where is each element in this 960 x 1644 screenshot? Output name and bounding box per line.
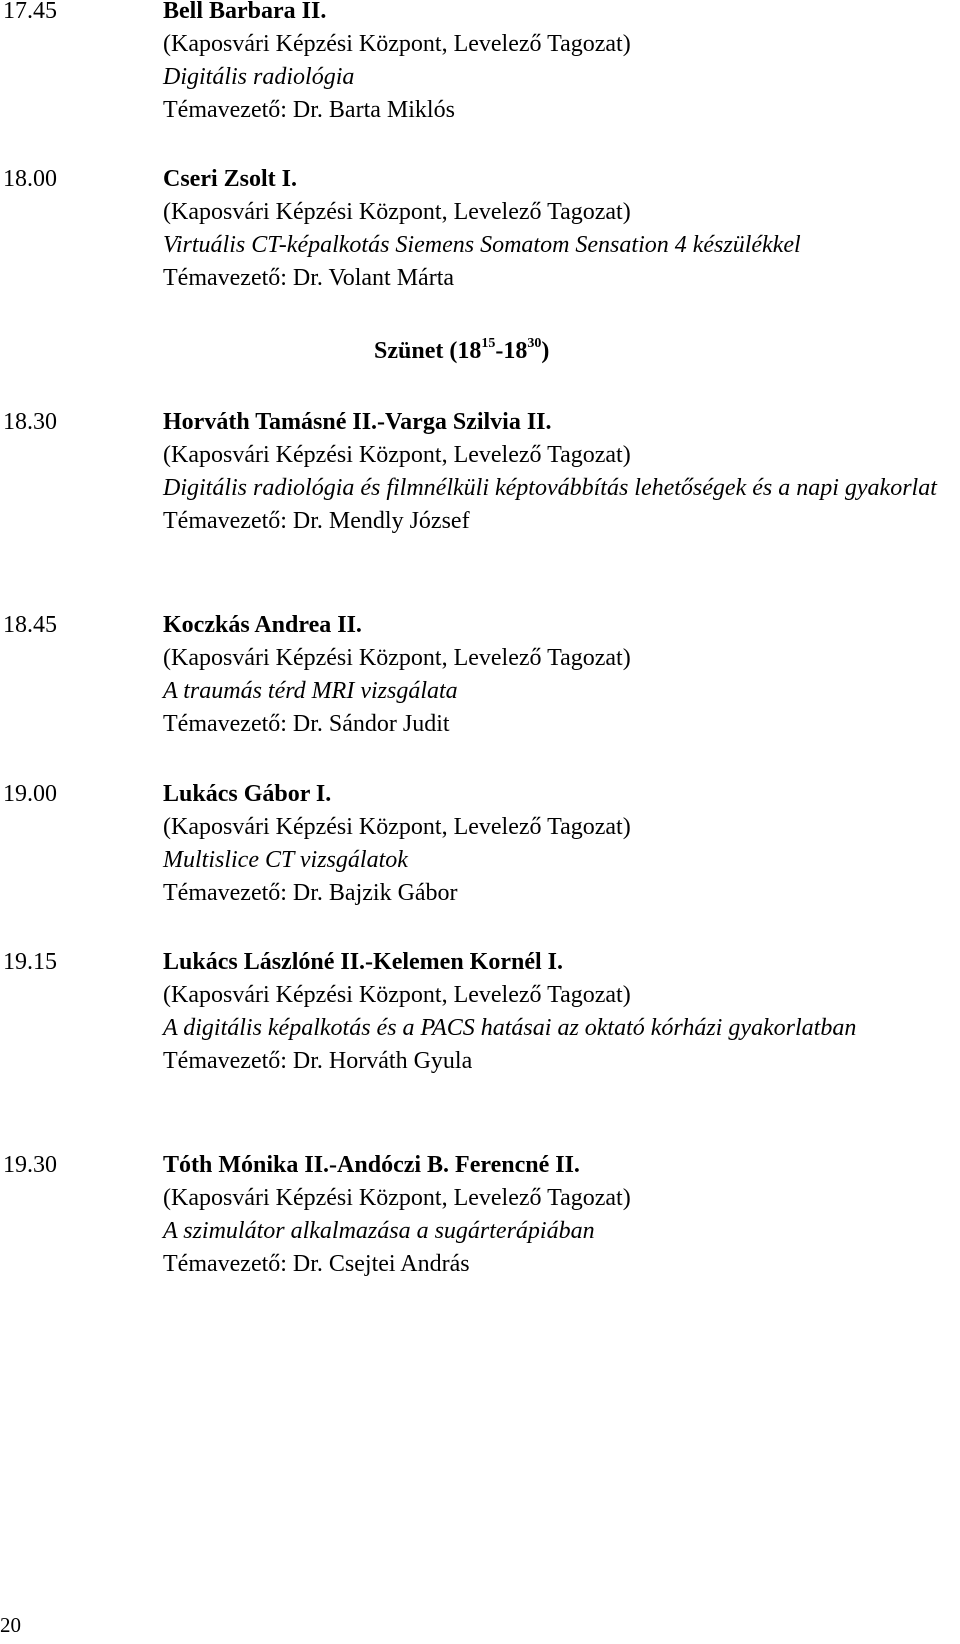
break-start-minutes: 15 [481,336,496,351]
supervisor: Témavezető: Dr. Volant Márta [163,265,455,291]
institution: (Kaposvári Képzési Központ, Levelező Tagozat) [163,1185,631,1211]
presentation-title: A szimulátor alkalmazása a sugárterápiában [163,1218,595,1244]
presenter-name: Bell Barbara II. [163,0,327,24]
supervisor: Témavezető: Dr. Sándor Judit [163,711,450,737]
entry-time: 18.30 [3,409,57,435]
institution: (Kaposvári Képzési Központ, Levelező Tagozat) [163,199,631,225]
presentation-title: Digitális radiológia [163,64,355,90]
presentation-title: A digitális képalkotás és a PACS hatásai az oktató kórházi gyakorlatban [163,1015,857,1041]
entry-body [163,406,953,538]
entry-body [163,1149,953,1281]
presenter-name: Horváth Tamásné II.-Varga Szilvia II. [163,409,552,435]
presenter-name: Koczkás Andrea II. [163,612,362,638]
entry-body [163,163,953,295]
institution: (Kaposvári Képzési Központ, Levelező Tagozat) [163,645,631,671]
presentation-title: Virtuális CT-képalkotás Siemens Somatom Sensation 4 készülékkel [163,232,801,258]
supervisor: Témavezető: Dr. Csejtei András [163,1251,470,1277]
institution: (Kaposvári Képzési Központ, Levelező Tagozat) [163,982,631,1008]
entry-body [163,0,953,127]
entry-time: 18.45 [3,612,57,638]
supervisor: Témavezető: Dr. Barta Miklós [163,97,455,123]
entry-body [163,946,953,1078]
institution: (Kaposvári Képzési Központ, Levelező Tagozat) [163,814,631,840]
entry-time: 18.00 [3,166,57,192]
presenter-name: Lukács Lászlóné II.-Kelemen Kornél I. [163,949,563,975]
entry-body [163,609,953,741]
entry-body [163,778,953,910]
supervisor: Témavezető: Dr. Horváth Gyula [163,1048,473,1074]
presenter-name: Cseri Zsolt I. [163,166,297,192]
supervisor: Témavezető: Dr. Mendly József [163,508,470,534]
presentation-title: A traumás térd MRI vizsgálata [163,678,458,704]
break-end-minutes: 30 [527,336,542,351]
entry-time: 19.15 [3,949,57,975]
page-number: 20 [0,1613,21,1637]
presenter-name: Lukács Gábor I. [163,781,332,807]
entry-time: 17.45 [3,0,57,24]
supervisor: Témavezető: Dr. Bajzik Gábor [163,880,458,906]
presentation-title: Multislice CT vizsgálatok [163,847,408,873]
institution: (Kaposvári Képzési Központ, Levelező Tagozat) [163,31,631,57]
presenter-name: Tóth Mónika II.-Andóczi B. Ferencné II. [163,1152,580,1178]
institution: (Kaposvári Képzési Központ, Levelező Tagozat) [163,442,631,468]
entry-time: 19.00 [3,781,57,807]
entry-time: 19.30 [3,1152,57,1178]
break-label: Szünet $(18^{15}-18^{30})$ [374,336,550,364]
presentation-title: Digitális radiológia és filmnélküli képtovábbítás lehetőségek és a napi gyakorlat [163,475,937,501]
